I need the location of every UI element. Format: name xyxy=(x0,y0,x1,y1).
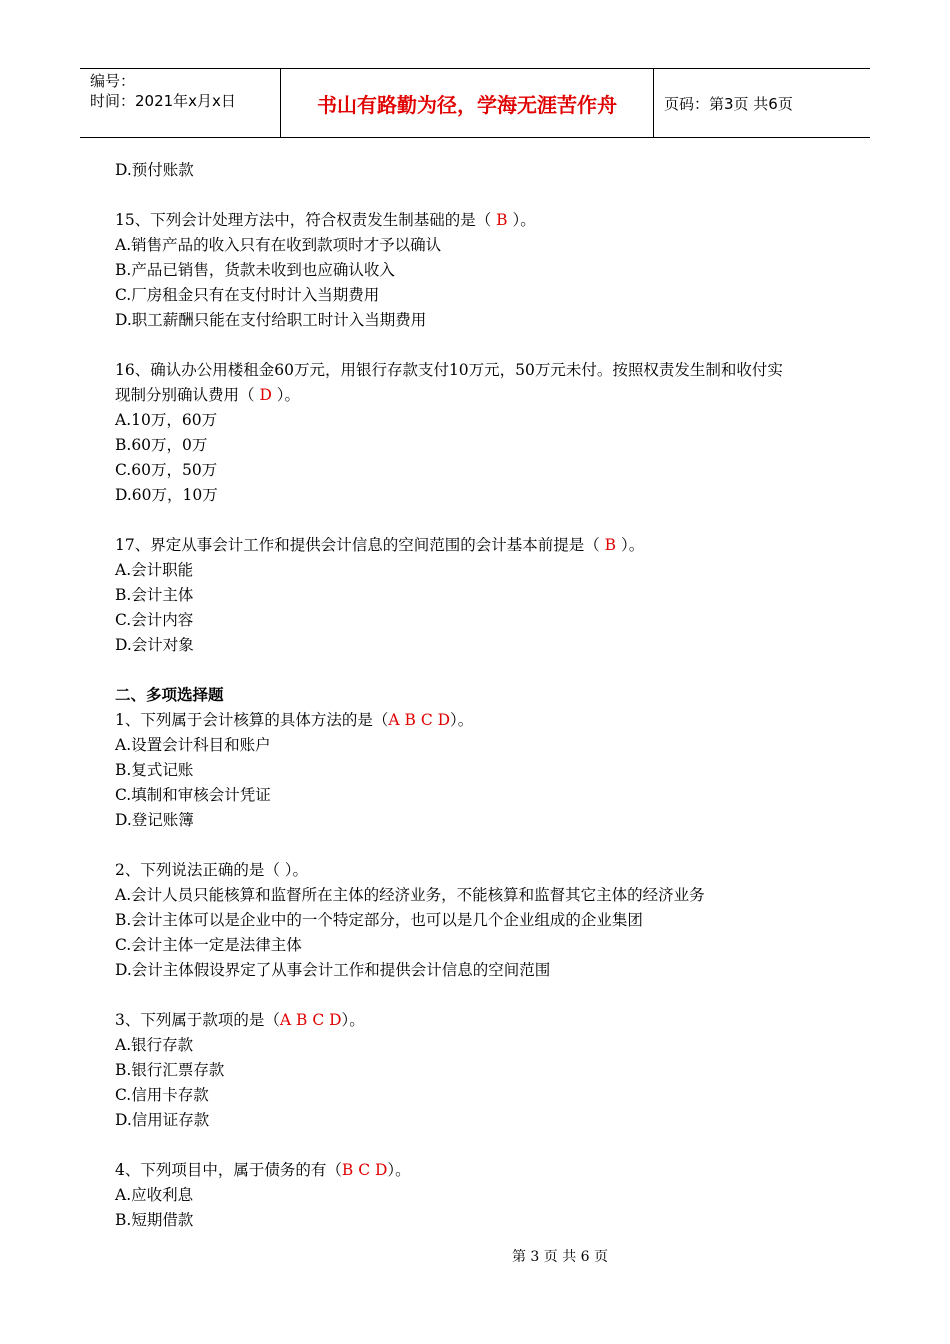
answer: B xyxy=(496,211,508,229)
time-label: 时间：2021年x月x日 xyxy=(90,92,236,110)
option-line: C.信用卡存款 xyxy=(115,1086,209,1104)
option-line: B.复式记账 xyxy=(115,761,194,779)
answer: B xyxy=(604,536,617,554)
option-line: A.10万，60万 xyxy=(115,411,218,429)
option-line: A.应收利息 xyxy=(115,1186,194,1204)
option-line: B.短期借款 xyxy=(115,1211,194,1229)
section-heading: 二、多项选择题 xyxy=(115,686,224,704)
page-header xyxy=(80,68,870,138)
option-line: D.会计对象 xyxy=(115,636,194,654)
option-line: D.60万，10万 xyxy=(115,486,218,504)
option-line: B.产品已销售，货款未收到也应确认收入 xyxy=(115,261,395,279)
multi-question-1: 1、下列属于会计核算的具体方法的是（A B C D）。 xyxy=(115,711,474,729)
header-page-label: 页码：第3页 共6页 xyxy=(664,94,793,113)
option-line: B.会计主体可以是企业中的一个特定部分，也可以是几个企业组成的企业集团 xyxy=(115,911,643,929)
multi-question-3: 3、下列属于款项的是（A B C D）。 xyxy=(115,1011,365,1029)
question-16: 16、确认办公用楼租金60万元，用银行存款支付10万元，50万元未付。按照权责发生制和收付实 xyxy=(115,361,783,379)
option-line: A.设置会计科目和账户 xyxy=(115,736,271,754)
option-line: D.信用证存款 xyxy=(115,1111,210,1129)
option-line: B.银行汇票存款 xyxy=(115,1061,225,1079)
answer: A B C D xyxy=(388,711,451,729)
answer: B C D xyxy=(341,1161,388,1179)
header-motto: 书山有路勤为径，学海无涯苦作舟 xyxy=(281,69,654,137)
document-body xyxy=(115,158,845,1233)
answer: A B C D xyxy=(279,1011,342,1029)
option-line: D.预付账款 xyxy=(115,161,194,179)
option-line: A.销售产品的收入只有在收到款项时才予以确认 xyxy=(115,236,442,254)
option-line: B.60万，0万 xyxy=(115,436,208,454)
page-footer: 第 3 页 共 6 页 xyxy=(511,1249,609,1265)
multi-question-2: 2、下列说法正确的是（ ）。 xyxy=(115,861,309,879)
answer: D xyxy=(259,386,272,404)
option-line: C.会计内容 xyxy=(115,611,194,629)
header-info xyxy=(80,69,281,137)
question-16-cont: 现制分别确认费用（ D ）。 xyxy=(115,386,301,404)
question-15: 15、下列会计处理方法中，符合权责发生制基础的是（ B ）。 xyxy=(115,211,536,229)
option-line: B.会计主体 xyxy=(115,586,194,604)
option-line: D.职工薪酬只能在支付给职工时计入当期费用 xyxy=(115,311,427,329)
option-line: D.登记账簿 xyxy=(115,811,194,829)
question-17: 17、界定从事会计工作和提供会计信息的空间范围的会计基本前提是（ B ）。 xyxy=(115,536,645,554)
option-line: D.会计主体假设界定了从事会计工作和提供会计信息的空间范围 xyxy=(115,961,551,979)
option-line: C.厂房租金只有在支付时计入当期费用 xyxy=(115,286,380,304)
number-label: 编号： xyxy=(90,72,136,90)
option-line: A.银行存款 xyxy=(115,1036,194,1054)
option-line: C.60万，50万 xyxy=(115,461,218,479)
multi-question-4: 4、下列项目中，属于债务的有（B C D）。 xyxy=(115,1161,411,1179)
option-line: A.会计人员只能核算和监督所在主体的经济业务，不能核算和监督其它主体的经济业务 xyxy=(115,886,705,904)
option-line: A.会计职能 xyxy=(115,561,194,579)
option-line: C.会计主体一定是法律主体 xyxy=(115,936,302,954)
option-line: C.填制和审核会计凭证 xyxy=(115,786,271,804)
